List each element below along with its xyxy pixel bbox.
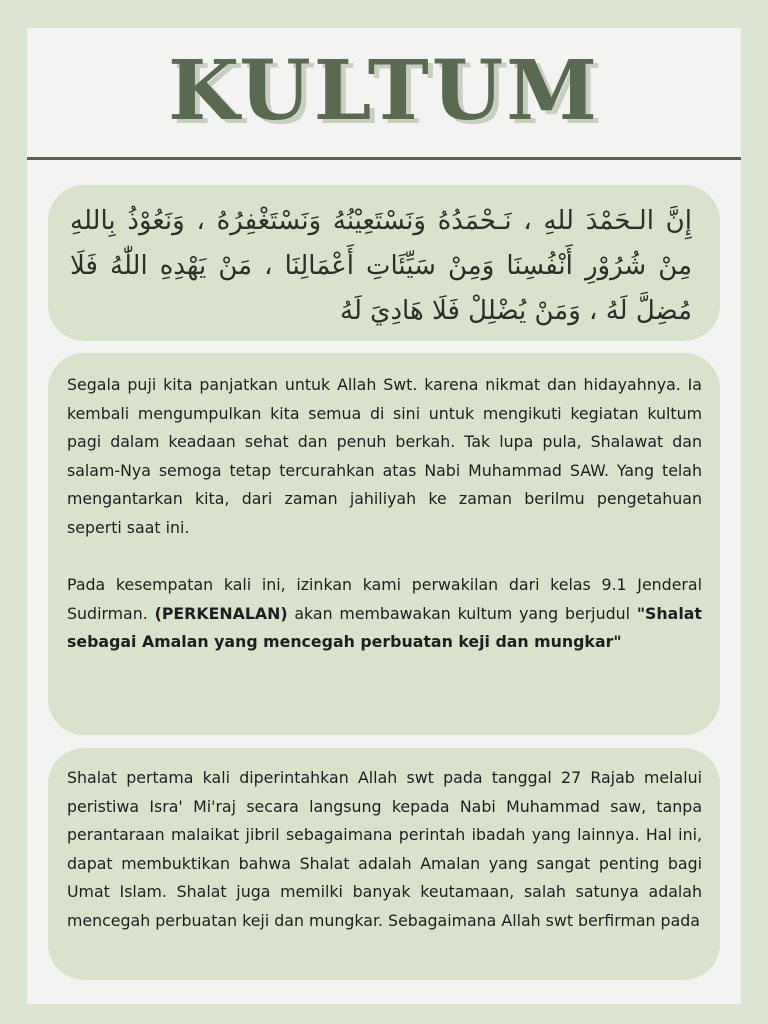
introduction-placeholder: (PERKENALAN)	[154, 603, 288, 623]
document-page	[27, 28, 741, 1004]
arabic-opening-card	[48, 185, 720, 341]
introduction-paragraph	[67, 571, 702, 657]
opening-speech-card	[48, 353, 720, 735]
opening-paragraph: Segala puji kita panjatkan untuk Allah Swt. karena nikmat dan hidayahnya. Ia kembali mengumpulkan kita semua di sini untuk mengikuti kegiatan kultum pagi dalam keadaan sehat dan penuh berkah. Tak lupa pula, Shalawat dan salam-Nya semoga tetap tercurahkan atas Nabi Muhammad SAW. Yang telah mengantarkan kita, dari zaman jahiliyah ke zaman berilmu pengetahuan seperti saat ini.	[67, 375, 702, 537]
page-title: KULTUM	[167, 43, 601, 139]
paragraph-spacer	[67, 542, 702, 571]
introduction-text: Pada kesempatan kali ini, izinkan kami perwakilan dari kelas 9.1 Jenderal Sudirman.	[67, 575, 702, 623]
content-card	[48, 748, 720, 980]
kultum-topic-title: "Shalat sebagai Amalan yang mencegah perbuatan keji dan mungkar"	[67, 603, 702, 651]
header	[27, 28, 741, 158]
introduction-middle-text: akan membawakan kultum yang berjudul	[294, 603, 631, 623]
content-paragraph: Shalat pertama kali diperintahkan Allah swt pada tanggal 27 Rajab melalui peristiwa Isra' Mi'raj secara langsung kepada Nabi Muhammad saw, tanpa perantaraan malaikat jibril sebagaimana perintah ibadah yang lainnya. Hal ini, dapat membuktikan bahwa Shalat adalah Amalan yang sangat penting bagi Umat Islam. Shalat juga memilki banyak keutamaan, salah satunya adalah mencegah perbuatan keji dan mungkar. Sebagaimana Allah swt berfirman pada	[67, 768, 702, 930]
arabic-opening-text: إِنَّ الـحَمْدَ للهِ ، نَـحْمَدُهُ وَنَسْتَعِيْنُهُ وَنَسْتَغْفِرُهُ ، وَنَعُوْذُ بِاللهِ مِنْ شُرُوْرِ أَنْفُسِنَا وَمِنْ سَيِّئَاتِ أَعْمَالِنَا ، مَنْ يَهْدِهِ اللّٰهُ فَلَا مُضِلَّ لَهُ ، وَمَنْ يُضْلِلْ فَلَا هَادِيَ لَهُ	[70, 206, 692, 326]
title-divider	[27, 157, 741, 160]
